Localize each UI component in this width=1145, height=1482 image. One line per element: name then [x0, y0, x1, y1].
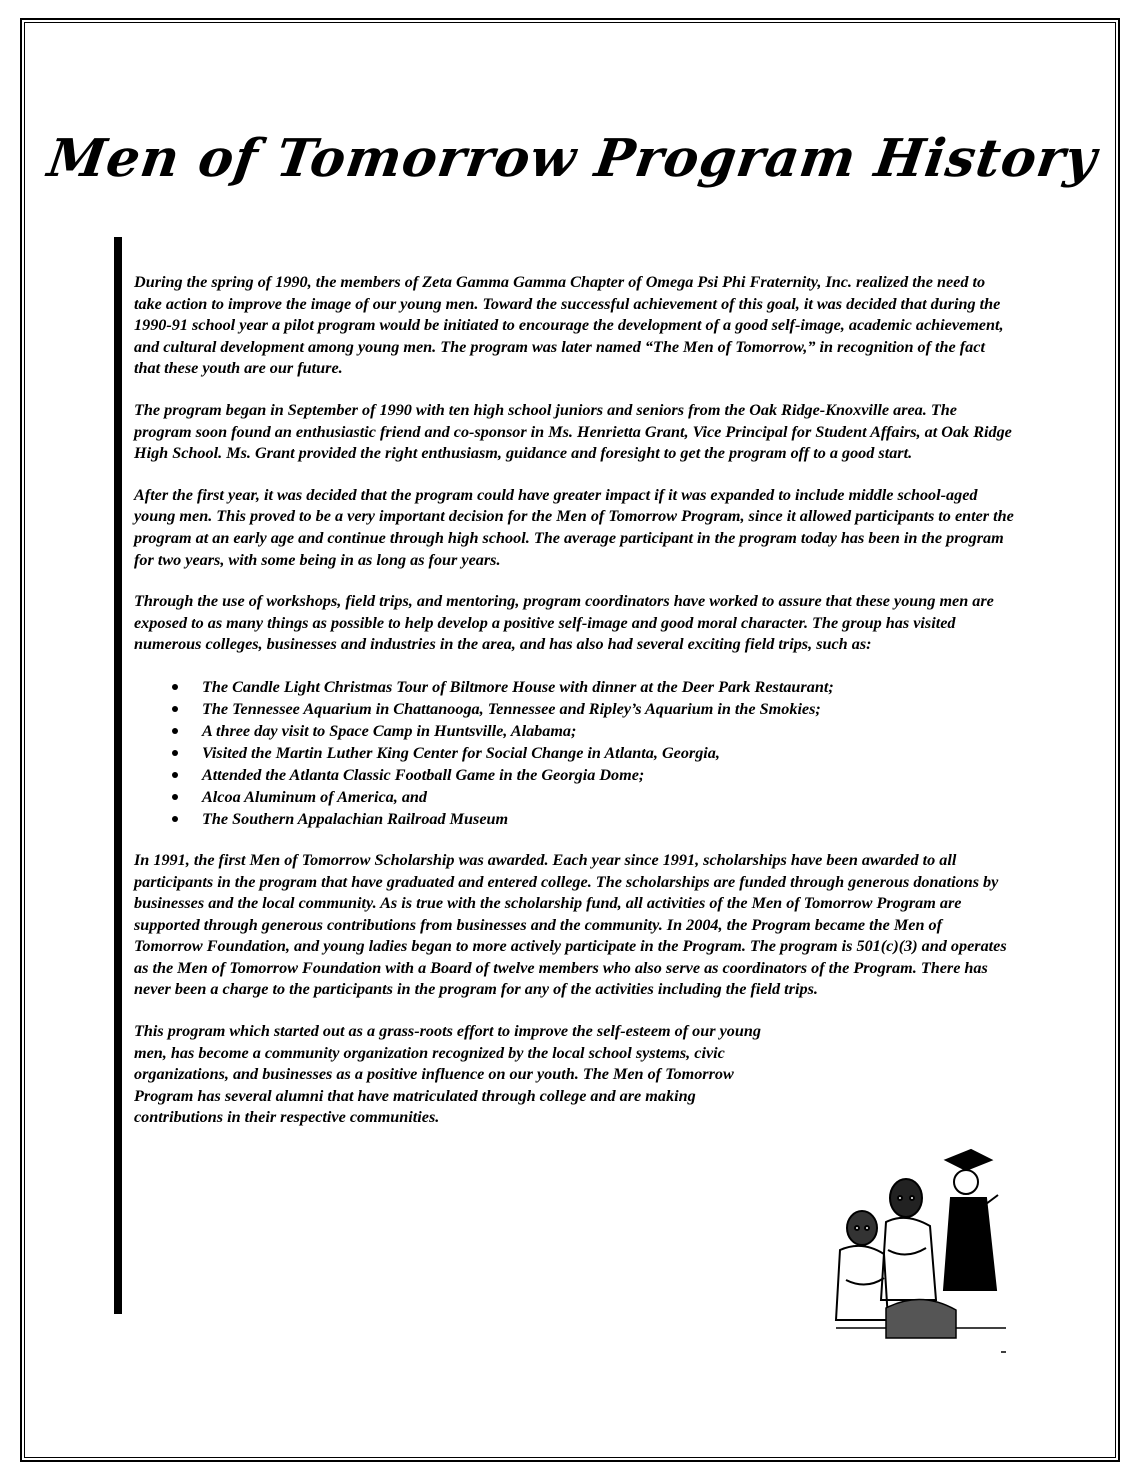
paragraph-origin: During the spring of 1990, the members of Zeta Gamma Gamma Chapter of Omega Psi Phi Fraternity, Inc. realized the need to take action to improve the image of our young men. Toward the successful achievement of this goal, it was decided that during the 1990-91 school year a pilot program would be initiated to encourage the development of a good self-image, academic achievement, and cultural development among young men. The program was later named “The Men of Tomorrow,” in recognition of the fact that these youth are our future. [134, 273, 1004, 378]
list-item [134, 698, 1014, 720]
field-trip-list [134, 676, 1014, 830]
paragraph-scholarship: In 1991, the first Men of Tomorrow Scholarship was awarded. Each year since 1991, scholarships have been awarded to all participants in the program that have graduated and entered college. The scholarships are funded through generous donations by businesses and the local community. As is true with the scholarship fund, all activities of the Men of Tomorrow Program are supported through generous contributions from businesses and the community. In 2004, the Program became the Men of Tomorrow Foundation, and young ladies began to more actively participate in the Program. The program is 501(c)(3) and operates as the Men of Tomorrow Foundation with a Board of twelve members who also serve as coordinators of the Program. There has never been a charge to the participants in the program for any of the activities including the field trips. [134, 850, 1007, 999]
paragraph-activities: Through the use of workshops, field trips, and mentoring, program coordinators have worked to assure that these young men are exposed to as many things as possible to help develop a positive self-image and good moral character. The group has visited numerous colleges, businesses and industries in the area, and has also had several exciting field trips, such as: [134, 592, 994, 654]
list-item [134, 742, 1014, 764]
paragraph-conclusion: This program which started out as a grass-roots effort to improve the self-esteem of our young men, has become a community organization recognized by the local school systems, civic organizations, and businesses as a positive influence on our youth. The Men of Tomorrow Program has several alumni that have matriculated through college and are making contributions in their respective communities. [134, 1022, 761, 1127]
list-item-text: Alcoa Aluminum of America, and [202, 787, 428, 806]
paragraph-beginning: The program began in September of 1990 with ten high school juniors and seniors from the Oak Ridge-Knoxville area. The program soon found an enthusiastic friend and co-sponsor in Ms. Henrietta Grant, Vice Principal for Student Affairs, at Oak Ridge High School. Ms. Grant provided the right enthusiasm, guidance and foresight to get the program off to a good start. [134, 400, 1012, 463]
bullet-icon [172, 706, 178, 712]
list-item-text: The Tennessee Aquarium in Chattanooga, Tennessee and Ripley’s Aquarium in the Smokies; [202, 699, 821, 718]
bullet-icon [172, 772, 178, 778]
list-item-text: Visited the Martin Luther King Center for Social Change in Atlanta, Georgia, [202, 743, 720, 762]
bullet-icon [172, 750, 178, 756]
bullet-icon [172, 728, 178, 734]
bullet-icon [172, 794, 178, 800]
bullet-icon [172, 684, 178, 690]
bullet-icon [172, 816, 178, 822]
list-item-text: Attended the Atlanta Classic Football Game in the Georgia Dome; [202, 765, 645, 784]
body-content [134, 272, 1014, 1149]
list-item [134, 808, 1014, 830]
youth-graduate-illustration [826, 1140, 1016, 1358]
left-accent-bar [114, 237, 122, 1314]
list-item-text: A three day visit to Space Camp in Huntsville, Alabama; [202, 721, 577, 740]
paragraph-expansion: After the first year, it was decided that the program could have greater impact if it was expanded to include middle school-aged young men. This proved to be a very important decision for the Men of Tomorrow Program, since it allowed participants to enter the program at an early age and continue through high school. The average participant in the program today has been in the program for two years, with some being in as long as four years. [134, 485, 1014, 569]
page-title: Men of Tomorrow Program History [44, 128, 1101, 189]
list-item [134, 720, 1014, 742]
list-item [134, 764, 1014, 786]
list-item [134, 786, 1014, 808]
list-item-text: The Southern Appalachian Railroad Museum [202, 809, 509, 828]
list-item-text: The Candle Light Christmas Tour of Biltmore House with dinner at the Deer Park Restaurant; [202, 677, 834, 696]
list-item [134, 676, 1014, 698]
